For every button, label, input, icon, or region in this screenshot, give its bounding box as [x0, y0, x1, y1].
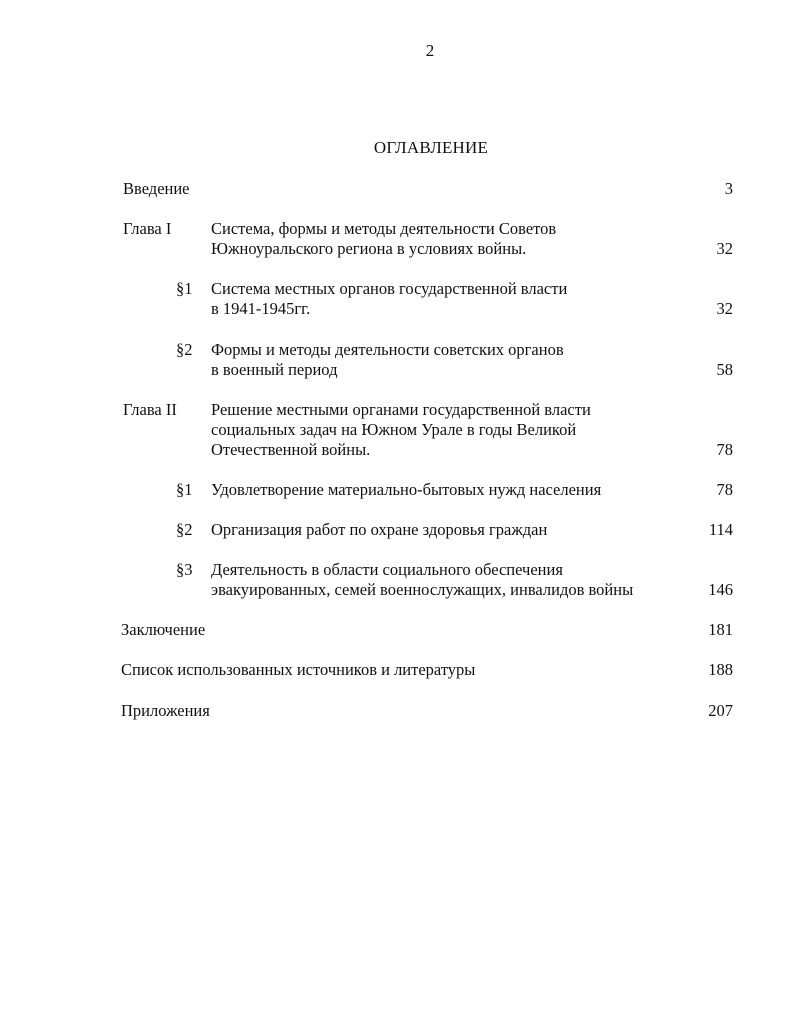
section-title-line: в 1941-1945гг. — [211, 299, 311, 318]
section-page: 114 — [708, 520, 733, 539]
section-title-line: в военный период — [211, 360, 338, 379]
section-title-line: Организация работ по охране здоровья граждан — [211, 520, 548, 539]
section-page: 32 — [716, 299, 733, 318]
toc-entry-page: 181 — [708, 620, 733, 639]
chapter-title-line: Отечественной войны. — [211, 440, 371, 459]
section-title-line: Система местных органов государственной власти — [211, 279, 568, 298]
toc-entry-page: 207 — [708, 701, 733, 720]
chapter-title-line: социальных задач на Южном Урале в годы Великой — [211, 420, 577, 439]
section-label: §3 — [176, 560, 193, 579]
chapter-label: Глава II — [123, 400, 177, 419]
section-label: §1 — [176, 480, 193, 499]
section-label: §2 — [176, 520, 193, 539]
section-label: §2 — [176, 340, 193, 359]
section-page: 146 — [708, 580, 733, 599]
chapter-page: 32 — [716, 239, 733, 258]
section-title-line: эвакуированных, семей военнослужащих, инвалидов войны — [211, 580, 634, 599]
section-page: 78 — [716, 480, 733, 499]
toc-entry-label: Приложения — [121, 701, 210, 720]
chapter-title-line: Система, формы и методы деятельности Советов — [211, 219, 557, 238]
toc-title: ОГЛАВЛЕНИЕ — [373, 138, 489, 157]
chapter-title-line: Решение местными органами государственной власти — [211, 400, 591, 419]
toc-entry-page: 188 — [708, 660, 733, 679]
chapter-label: Глава I — [123, 219, 172, 238]
section-title-line: Удовлетворение материально-бытовых нужд населения — [211, 480, 602, 499]
toc-entry-label: Список использованных источников и литературы — [121, 660, 476, 679]
chapter-title-line: Южноуральского региона в условиях войны. — [211, 239, 527, 258]
page-number: 2 — [425, 41, 435, 60]
section-page: 58 — [716, 360, 733, 379]
section-title-line: Деятельность в области социального обеспечения — [211, 560, 563, 579]
section-label: §1 — [176, 279, 193, 298]
chapter-page: 78 — [716, 440, 733, 459]
toc-entry-page: 3 — [724, 179, 733, 198]
section-title-line: Формы и методы деятельности советских органов — [211, 340, 564, 359]
toc-entry-label: Заключение — [121, 620, 206, 639]
toc-entry-label: Введение — [123, 179, 190, 198]
